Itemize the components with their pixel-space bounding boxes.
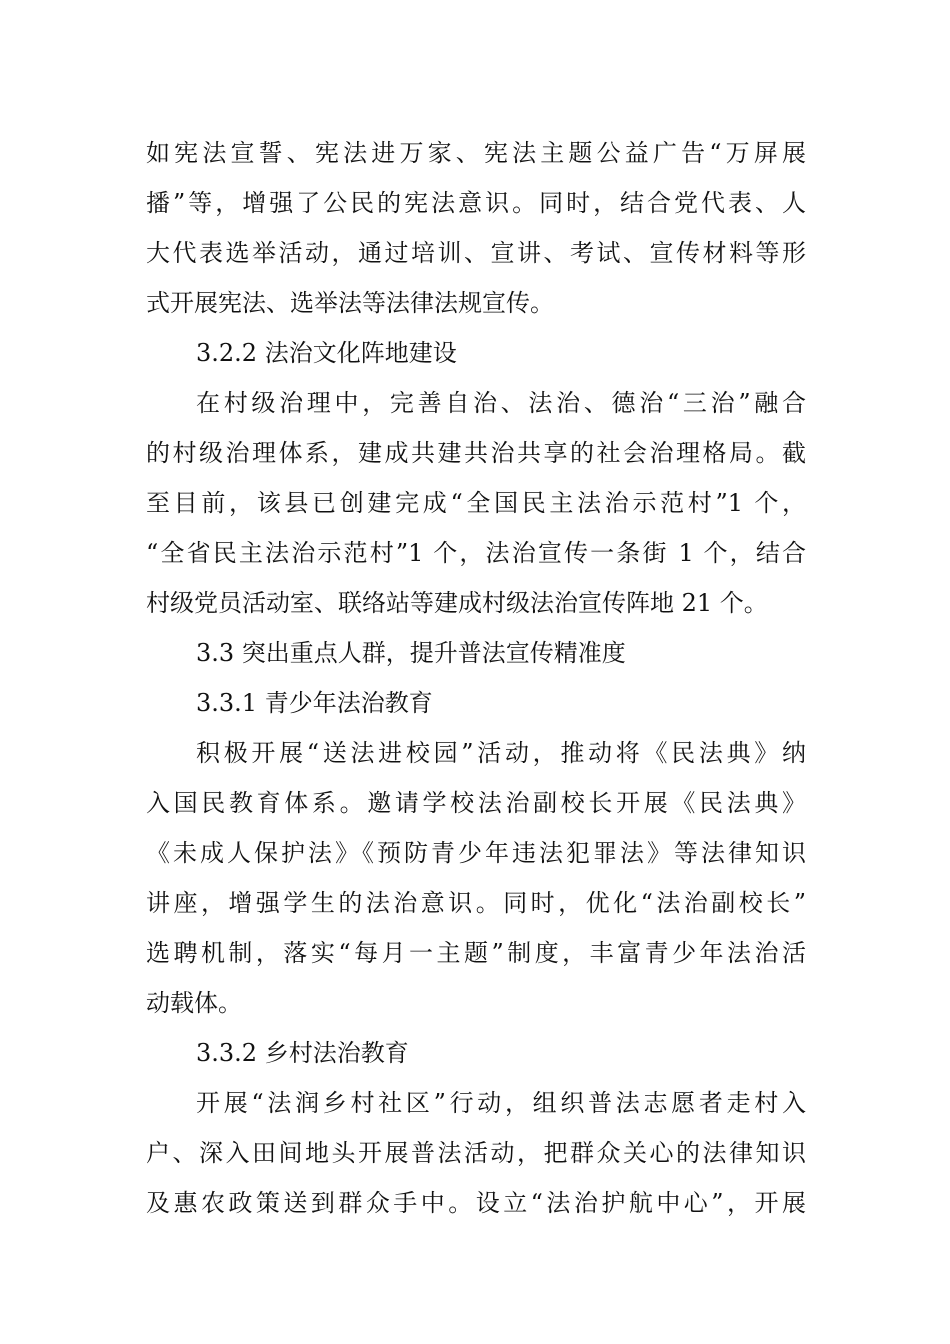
text-line: 户、深入田间地头开展普法活动，把群众关心的法律知识 [146, 1139, 806, 1167]
text-line: 讲座，增强学生的法治意识。同时，优化“法治副校长” [146, 889, 806, 917]
text-line: 《未成人保护法》《预防青少年违法犯罪法》等法律知识 [146, 839, 806, 867]
text-line: 至目前，该县已创建完成“全国民主法治示范村”1 个， [146, 489, 806, 517]
text-line: “全省民主法治示范村”1 个，法治宣传一条街 1 个，结合 [146, 539, 806, 567]
text-line: 入国民教育体系。邀请学校法治副校长开展《民法典》 [146, 789, 806, 817]
text-line: 选聘机制，落实“每月一主题”制度，丰富青少年法治活 [146, 939, 806, 967]
text-line: 播”等，增强了公民的宪法意识。同时，结合党代表、人 [146, 189, 806, 217]
text-line: 村级党员活动室、联络站等建成村级法治宣传阵地 21 个。 [146, 589, 768, 617]
paragraph [146, 728, 806, 1028]
text-line: 动载体。 [146, 989, 242, 1017]
document-body [146, 128, 806, 1228]
text-line: 在村级治理中，完善自治、法治、德治“三治”融合 [196, 389, 806, 417]
text-line: 式开展宪法、选举法等法律法规宣传。 [146, 289, 554, 317]
heading-text: 3.3.1 青少年法治教育 [196, 689, 433, 717]
section-heading-3-3 [146, 628, 806, 678]
section-heading-3-2-2 [146, 328, 806, 378]
text-line: 的村级治理体系，建成共建共治共享的社会治理格局。截 [146, 439, 806, 467]
paragraph [146, 128, 806, 328]
text-line: 如宪法宣誓、宪法进万家、宪法主题公益广告“万屏展 [146, 139, 806, 167]
text-line: 开展“法润乡村社区”行动，组织普法志愿者走村入 [196, 1089, 806, 1117]
section-heading-3-3-2 [146, 1028, 806, 1078]
paragraph [146, 1078, 806, 1228]
heading-text: 3.3.2 乡村法治教育 [196, 1039, 409, 1067]
section-heading-3-3-1 [146, 678, 806, 728]
text-line: 大代表选举活动，通过培训、宣讲、考试、宣传材料等形 [146, 239, 806, 267]
text-line: 积极开展“送法进校园”活动，推动将《民法典》纳 [196, 739, 806, 767]
text-line: 及惠农政策送到群众手中。设立“法治护航中心”，开展 [146, 1189, 806, 1217]
heading-text: 3.3 突出重点人群，提升普法宣传精准度 [196, 639, 626, 667]
heading-text: 3.2.2 法治文化阵地建设 [196, 339, 457, 367]
paragraph [146, 378, 806, 628]
